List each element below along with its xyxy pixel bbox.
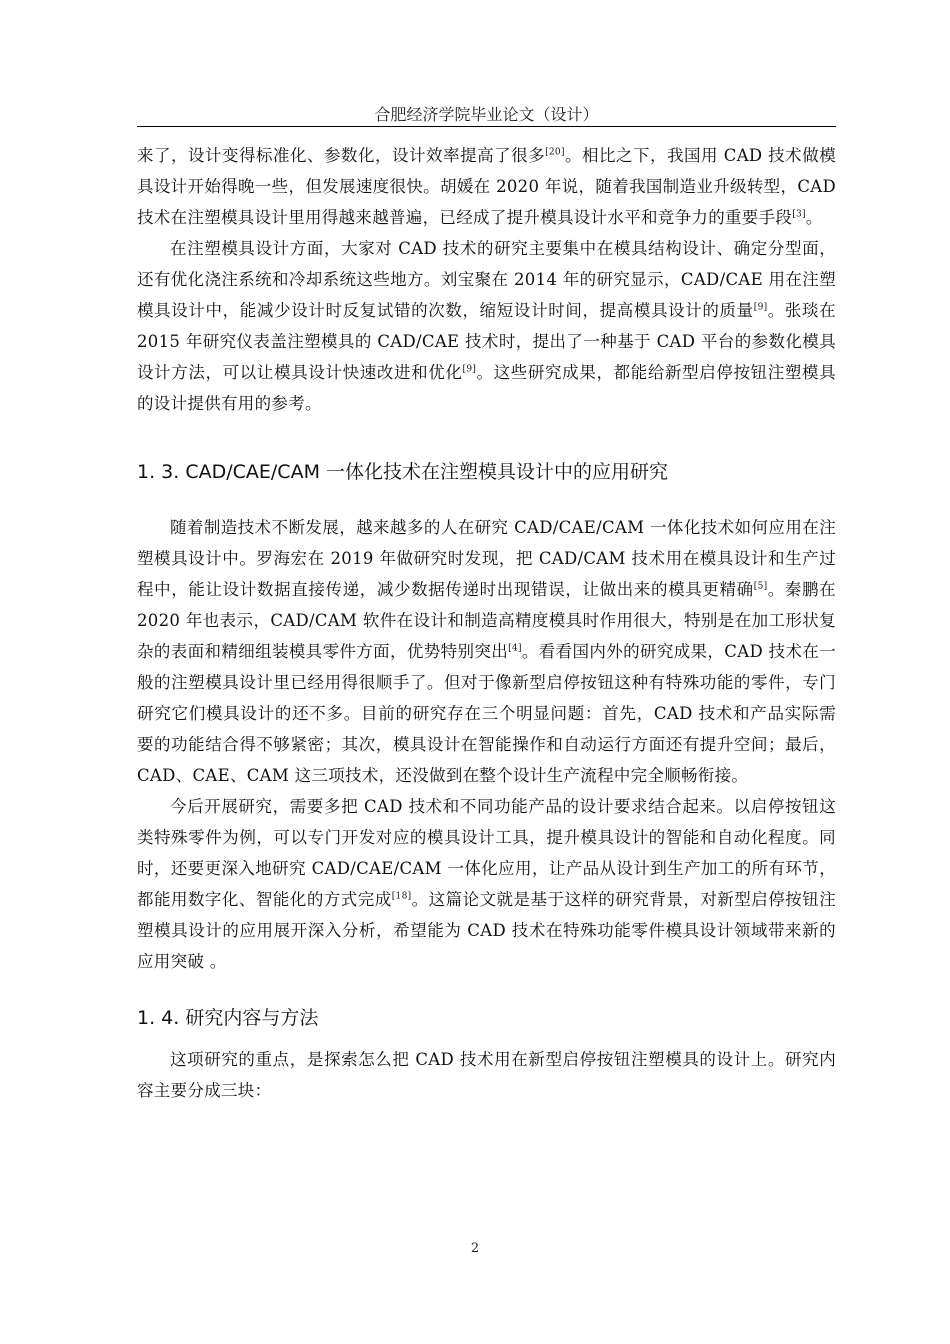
paragraph-text: 来了，设计变得标准化、参数化，设计效率提高了很多 [137, 146, 546, 165]
paragraph-text: 。 [805, 208, 823, 227]
paragraph-text: 。相比之下，我国用 CAD 技术做模具设计开始得晚一些，但发展速度很快。胡媛在 2020 年说，随着我国制造业升级转型，CAD 技术在注塑模具设计里用得越来越普遍，已经成了提升模具设计水平和竞争力的重要手段 [137, 146, 836, 227]
citation: [20] [545, 147, 565, 158]
paragraph-text: 。张琰在 2015 年研究仪表盖注塑模具的 CAD/CAE 技术时，提出了一种基于 CAD 平台的参数化模具设计方法，可以让模具设计快速改进和优化 [137, 301, 836, 382]
section-heading: 1. 3. CAD/CAE/CAM 一体化技术在注塑模具设计中的应用研究 [137, 461, 668, 483]
citation: [9] [462, 364, 477, 375]
paragraph [137, 1044, 836, 1106]
paragraph [137, 791, 836, 977]
citation: [3] [792, 209, 806, 220]
citation: [18] [391, 891, 412, 902]
paragraph [137, 233, 836, 419]
paragraph-text: 这项研究的重点，是探索怎么把 CAD 技术用在新型启停按钮注塑模具的设计上。研究内容主要分成三块： [137, 1050, 836, 1100]
paragraph-text: 在注塑模具设计方面，大家对 CAD 技术的研究主要集中在模具结构设计、确定分型面，还有优化浇注系统和冷却系统这些地方。刘宝聚在 2014 年的研究显示，CAD/CAE 用在注塑模具设计中，能减少设计时反复试错的次数，缩短设计时间，提高模具设计的质量 [137, 239, 836, 320]
header-rule [137, 126, 836, 127]
citation: [5] [753, 581, 768, 592]
paragraph-text: 。看看国内外的研究成果，CAD 技术在一般的注塑模具设计里已经用得很顺手了。但对于像新型启停按钮这种有特殊功能的零件，专门研究它们模具设计的还不多。目前的研究存在三个明显问题：首先，CAD 技术和产品实际需要的功能结合得不够紧密；其次，模具设计在智能操作和自动运行方面还有提升空间；最后，CAD、CAE、CAM 这三项技术，还没做到在整个设计生产流程中完全顺畅衔接。 [137, 642, 836, 785]
page-content [137, 140, 836, 1106]
paragraph-text: 今后开展研究，需要多把 CAD 技术和不同功能产品的设计要求结合起来。以启停按钮这类特殊零件为例，可以专门开发对应的模具设计工具，提升模具设计的智能和自动化程度。同时，还要更深入地研究 CAD/CAE/CAM 一体化应用，让产品从设计到生产加工的所有环节，都能用数字化、智能化的方式完成 [137, 797, 836, 909]
citation: [9] [753, 302, 768, 313]
paragraph-text: 。秦鹏在 2020 年也表示，CAD/CAM 软件在设计和制造高精度模具时作用很大，特别是在加工形状复杂的表面和精细组装模具零件方面，优势特别突出 [137, 580, 836, 661]
citation: [4] [508, 643, 522, 654]
page-header: 合肥经济学院毕业论文（设计） [374, 105, 599, 124]
paragraph-text: 随着制造技术不断发展，越来越多的人在研究 CAD/CAE/CAM 一体化技术如何应用在注塑模具设计中。罗海宏在 2019 年做研究时发现，把 CAD/CAM 技术用在模具设计和生产过程中，能让设计数据直接传递，减少数据传递时出现错误，让做出来的模具更精确 [137, 518, 836, 599]
page-number: 2 [470, 1241, 480, 1256]
paragraph-text: 。这些研究成果，都能给新型启停按钮注塑模具的设计提供有用的参考。 [137, 363, 836, 413]
paragraph [137, 512, 836, 791]
paragraph-text: 。这篇论文就是基于这样的研究背景，对新型启停按钮注塑模具设计的应用展开深入分析，希望能为 CAD 技术在特殊功能零件模具设计领域带来新的应用突破 。 [137, 890, 837, 971]
section-heading: 1. 4. 研究内容与方法 [137, 1007, 319, 1029]
paragraph-continuation [137, 140, 836, 233]
